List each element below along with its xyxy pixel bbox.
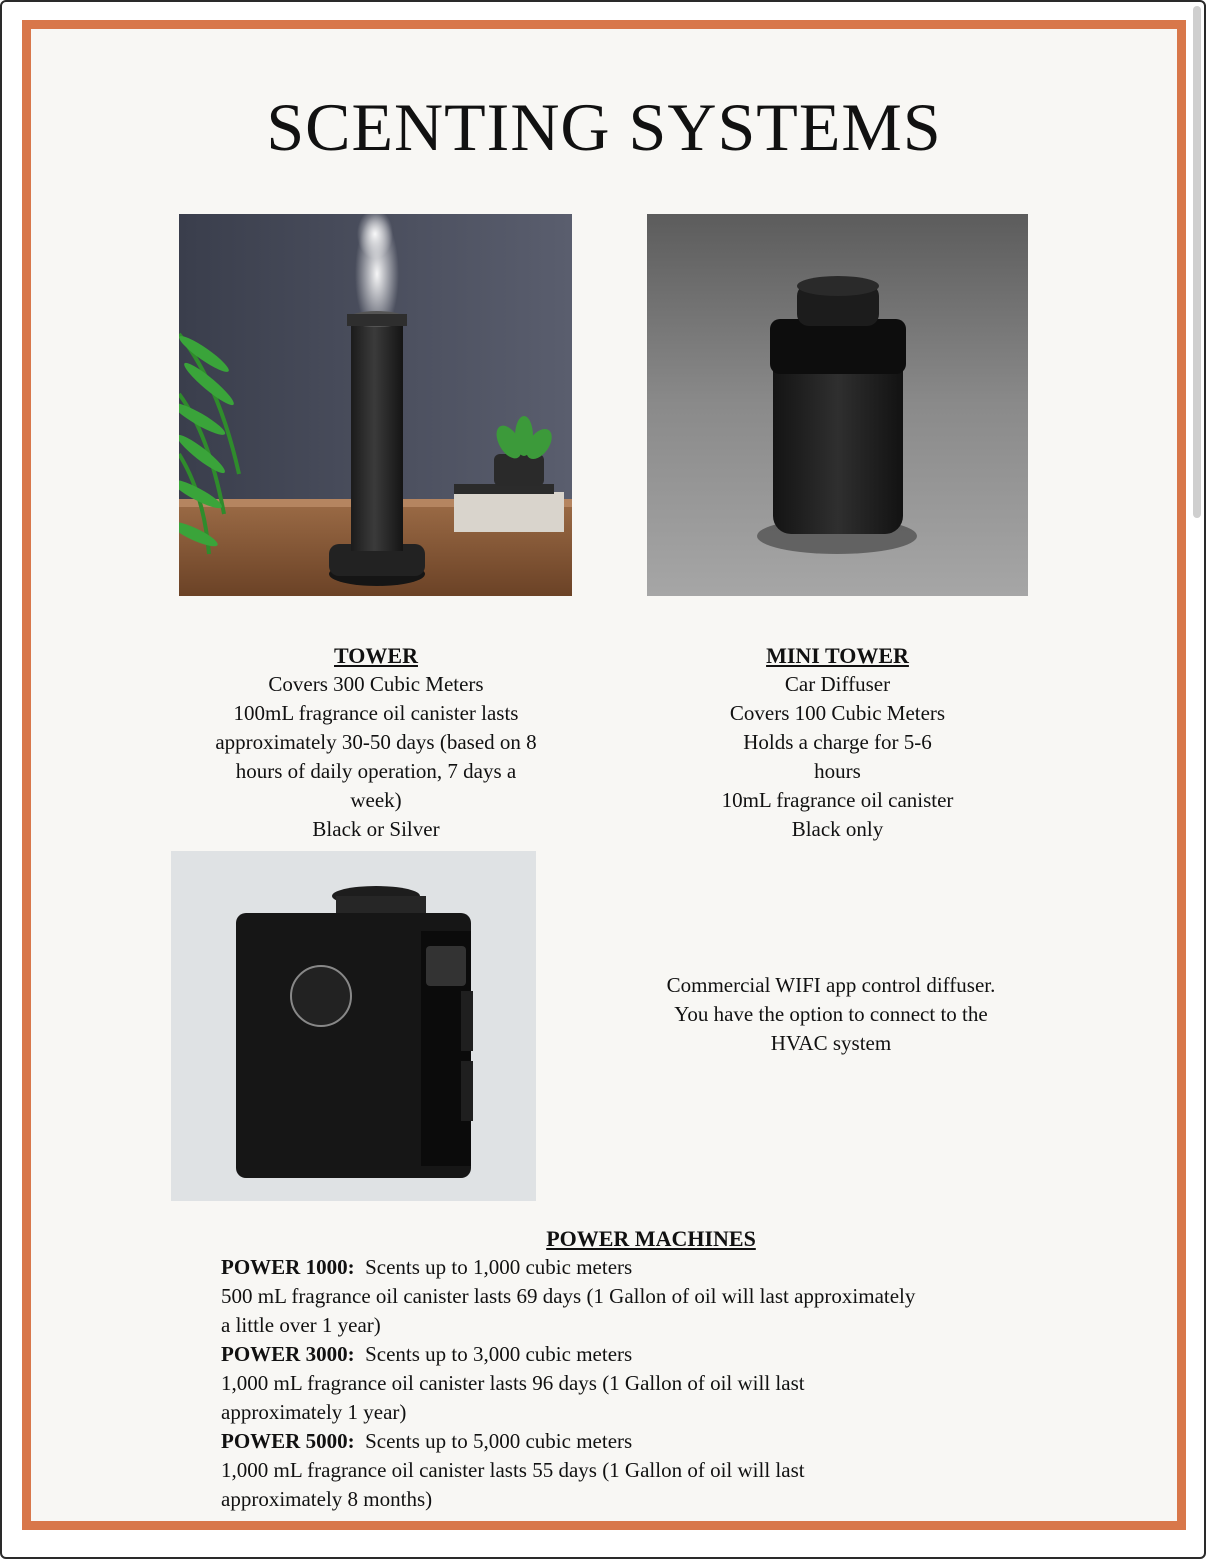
commercial-diffuser-photo — [171, 851, 536, 1201]
mini-tower-line: Covers 100 Cubic Meters — [729, 701, 946, 725]
mini-tower-heading: MINI TOWER — [766, 643, 909, 668]
mini-tower-line: 10mL fragrance oil canister — [721, 788, 954, 812]
power-item-summary — [221, 1340, 1051, 1369]
power-detail: 500 mL fragrance oil canister lasts 69 days (1 Gallon of oil will last approximately — [221, 1284, 916, 1308]
power-detail: 1,000 mL fragrance oil canister lasts 96 days (1 Gallon of oil will last — [221, 1371, 805, 1395]
mini-tower-diffuser-photo — [647, 214, 1028, 596]
tower-line: 100mL fragrance oil canister lasts — [233, 701, 519, 725]
commercial-description — [621, 971, 1041, 1058]
tower-description — [171, 641, 581, 844]
power-detail: approximately 1 year) — [221, 1400, 407, 1424]
tower-line: hours of daily operation, 7 days a — [235, 759, 517, 783]
power-detail: a little over 1 year) — [221, 1313, 381, 1337]
commercial-line: You have the option to connect to the — [674, 1002, 988, 1026]
power-detail: 1,000 mL fragrance oil canister lasts 55 days (1 Gallon of oil will last — [221, 1458, 805, 1482]
power-model-label: POWER 5000: — [221, 1429, 355, 1453]
document-page — [22, 20, 1186, 1530]
power-item-summary — [221, 1427, 1051, 1456]
tower-line: week) — [350, 788, 402, 812]
vertical-scrollbar[interactable] — [1193, 6, 1201, 518]
mini-tower-line: Holds a charge for 5-6 — [743, 730, 932, 754]
mini-tower-line: Black only — [791, 817, 884, 841]
mini-tower-description — [647, 641, 1028, 844]
power-model-label: POWER 1000: — [221, 1255, 355, 1279]
power-machines-section — [221, 1224, 1051, 1514]
tower-diffuser-photo — [179, 214, 572, 596]
tower-line: Black or Silver — [312, 817, 440, 841]
commercial-line: Commercial WIFI app control diffuser. — [666, 973, 996, 997]
mini-tower-line: hours — [814, 759, 861, 783]
tower-line: approximately 30-50 days (based on 8 — [215, 730, 537, 754]
power-machines-heading: POWER MACHINES — [546, 1226, 756, 1251]
page-title: SCENTING SYSTEMS — [266, 89, 942, 165]
power-summary: Scents up to 1,000 cubic meters — [365, 1255, 633, 1279]
tower-heading: TOWER — [334, 643, 418, 668]
tower-line: Covers 300 Cubic Meters — [268, 672, 484, 696]
power-summary: Scents up to 3,000 cubic meters — [365, 1342, 633, 1366]
commercial-line: HVAC system — [770, 1031, 892, 1055]
power-model-label: POWER 3000: — [221, 1342, 355, 1366]
mini-tower-line: Car Diffuser — [784, 672, 891, 696]
power-item-summary — [221, 1253, 1051, 1282]
power-summary: Scents up to 5,000 cubic meters — [365, 1429, 633, 1453]
power-detail: approximately 8 months) — [221, 1487, 433, 1511]
